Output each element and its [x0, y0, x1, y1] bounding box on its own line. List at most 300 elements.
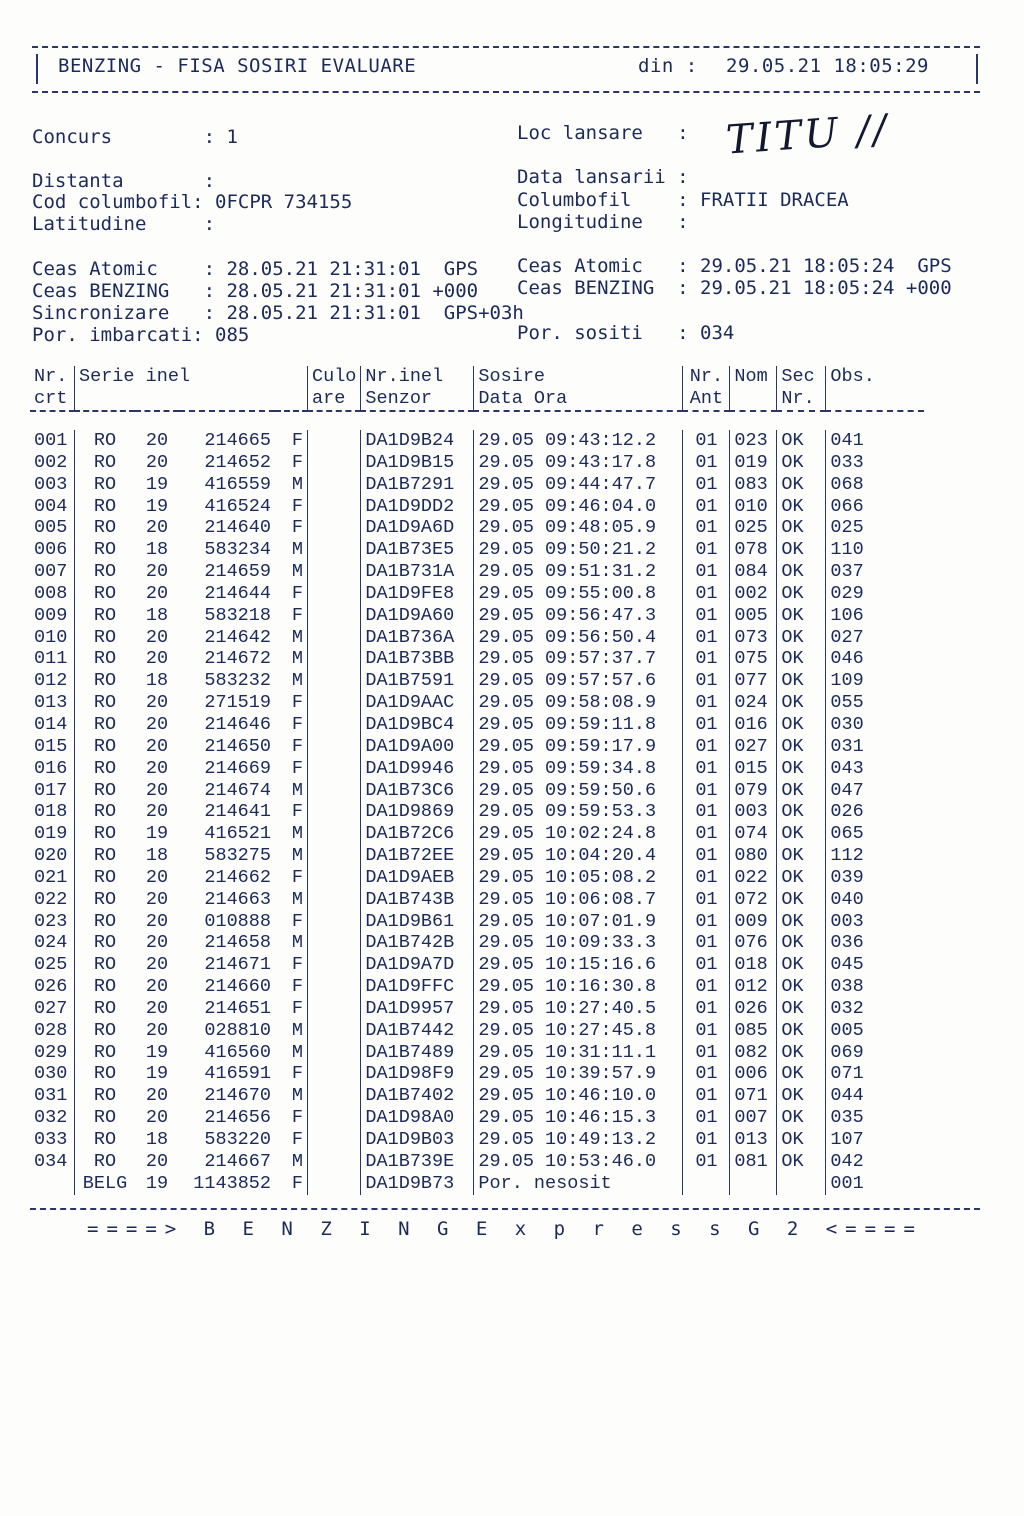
cell-nr-ant: 01 [683, 496, 730, 518]
cell-obs: 045 [826, 954, 925, 976]
cell-nom: 027 [730, 736, 777, 758]
cell-sosire: Por. nesosit [474, 1173, 683, 1195]
cell-sosire: 29.05 10:39:57.9 [474, 1063, 683, 1085]
cell-nom [730, 1173, 777, 1195]
cell-sensor: DA1B7489 [361, 1042, 474, 1064]
cell-nom: 080 [730, 845, 777, 867]
cell-ring-number: 214659 [204, 561, 271, 583]
cell-obs: 005 [826, 1020, 925, 1042]
cell-ring-number: 214652 [204, 451, 271, 473]
cell-sosire: 29.05 09:48:05.9 [474, 517, 683, 539]
cell-ring-number: 214669 [204, 757, 271, 779]
table-row [30, 496, 924, 518]
cell-culoare [308, 539, 361, 561]
cell-culoare [308, 823, 361, 845]
cell-sosire: 29.05 10:27:45.8 [474, 1020, 683, 1042]
cell-sex: M [291, 888, 303, 910]
cell-culoare [308, 1020, 361, 1042]
cell-country: RO [75, 976, 136, 998]
cell-year: 20 [145, 1150, 169, 1172]
cell-nr-ant: 01 [683, 474, 730, 496]
cell-sec: OK [777, 1129, 826, 1151]
cell-ring-number: 214642 [204, 626, 271, 648]
cell-year: 20 [145, 692, 169, 714]
cell-obs: 047 [826, 780, 925, 802]
cell-sensor: DA1D9B03 [361, 1129, 474, 1151]
col-nr: Nr. [34, 366, 68, 387]
cell-sec: OK [777, 780, 826, 802]
col-nom-2 [730, 388, 777, 411]
cell-nr-ant: 01 [683, 780, 730, 802]
cell-nr-crt: 014 [34, 713, 68, 735]
cell-year: 18 [145, 845, 169, 867]
cell-nr-ant: 01 [683, 583, 730, 605]
col-serie-inel: Serie inel [75, 366, 308, 388]
cell-nr-ant: 01 [683, 736, 730, 758]
cell-sec: OK [777, 561, 826, 583]
cell-country: RO [75, 474, 136, 496]
cell-nom: 072 [730, 889, 777, 911]
cell-sosire: 29.05 09:56:50.4 [474, 627, 683, 649]
cell-year: 20 [145, 517, 169, 539]
cell-country: RO [75, 954, 136, 976]
cell-sosire: 29.05 10:02:24.8 [474, 823, 683, 845]
cell-country: RO [75, 998, 136, 1020]
cell-obs: 106 [826, 605, 925, 627]
table-row [30, 692, 924, 714]
cell-sensor: DA1D9869 [361, 801, 474, 823]
header-separator [30, 411, 924, 430]
col-obs-2 [826, 388, 925, 411]
cell-sex: M [291, 670, 303, 692]
cell-sex: M [291, 932, 303, 954]
cell-sex: M [291, 1041, 303, 1063]
cell-sex: F [291, 692, 303, 714]
cell-country: RO [75, 1042, 136, 1064]
cell-culoare [308, 736, 361, 758]
col-obs: Obs. [826, 366, 925, 388]
table-row [30, 539, 924, 561]
cell-country: RO [75, 823, 136, 845]
cell-sec: OK [777, 867, 826, 889]
cell-nr-ant: 01 [683, 539, 730, 561]
cell-obs: 036 [826, 932, 925, 954]
cell-sex: F [291, 604, 303, 626]
cell-sec: OK [777, 758, 826, 780]
cell-nr-ant: 01 [683, 517, 730, 539]
cell-sensor: DA1D9FFC [361, 976, 474, 998]
cell-sex: M [291, 648, 303, 670]
cell-nr-crt: 008 [34, 582, 68, 604]
cell-nom: 023 [730, 430, 777, 452]
cell-nr-crt: 003 [34, 473, 68, 495]
col-sec-nr: Nr. [777, 388, 826, 411]
cell-nom: 078 [730, 539, 777, 561]
cell-obs: 044 [826, 1085, 925, 1107]
cell-year: 18 [145, 604, 169, 626]
concurs-field: Concurs : 1 [32, 126, 238, 148]
col-nom: Nom [730, 366, 777, 388]
cell-year: 19 [145, 823, 169, 845]
col-nr-inel: Nr.inel [361, 366, 474, 388]
cell-sosire: 29.05 10:09:33.3 [474, 932, 683, 954]
cell-nr-ant: 01 [683, 801, 730, 823]
cell-culoare [308, 452, 361, 474]
cell-nr-ant: 01 [683, 976, 730, 998]
cell-nr-crt: 010 [34, 626, 68, 648]
cell-year: 20 [145, 976, 169, 998]
cell-sensor: DA1D9B61 [361, 911, 474, 933]
cell-obs: 065 [826, 823, 925, 845]
cell-nom: 074 [730, 823, 777, 845]
cell-sensor: DA1D9B15 [361, 452, 474, 474]
cell-sec: OK [777, 736, 826, 758]
cell-sosire: 29.05 10:15:16.6 [474, 954, 683, 976]
cell-nom: 073 [730, 627, 777, 649]
cell-culoare [308, 496, 361, 518]
header-left-border [36, 54, 38, 84]
cell-ring-number: 416559 [204, 473, 271, 495]
table-row [30, 670, 924, 692]
cell-nr-ant: 01 [683, 561, 730, 583]
header-bottom-border [32, 91, 980, 93]
cell-nr-crt: 007 [34, 561, 68, 583]
cell-sec: OK [777, 496, 826, 518]
cell-sec: OK [777, 430, 826, 452]
cell-nr-crt: 025 [34, 954, 68, 976]
cell-sex: M [291, 1085, 303, 1107]
cell-obs: 031 [826, 736, 925, 758]
cell-sex: F [291, 495, 303, 517]
cell-country: RO [75, 627, 136, 649]
cell-country: RO [75, 1151, 136, 1173]
cell-sensor: DA1D9FE8 [361, 583, 474, 605]
table-row [30, 1063, 924, 1085]
cell-sensor: DA1D9A6D [361, 517, 474, 539]
cell-sec: OK [777, 1107, 826, 1129]
cell-sec [777, 1173, 826, 1195]
cell-nom: 012 [730, 976, 777, 998]
cell-sex: M [291, 1150, 303, 1172]
cell-obs: 055 [826, 692, 925, 714]
cell-nr-ant: 01 [683, 1151, 730, 1173]
cell-sec: OK [777, 954, 826, 976]
cell-culoare [308, 648, 361, 670]
cell-country: RO [75, 452, 136, 474]
cell-sensor: DA1D98F9 [361, 1063, 474, 1085]
cell-sec: OK [777, 714, 826, 736]
cell-sensor: DA1D9B24 [361, 430, 474, 452]
cell-sec: OK [777, 932, 826, 954]
cell-sosire: 29.05 09:44:47.7 [474, 474, 683, 496]
table-row [30, 758, 924, 780]
cell-year: 20 [145, 451, 169, 473]
table-row [30, 823, 924, 845]
cell-sex: M [291, 473, 303, 495]
cell-sensor: DA1D9B73 [361, 1173, 474, 1195]
cell-nr-crt: 013 [34, 692, 68, 714]
cell-sosire: 29.05 09:58:08.9 [474, 692, 683, 714]
cell-sec: OK [777, 692, 826, 714]
cell-country: RO [75, 889, 136, 911]
col-crt: crt [34, 388, 68, 409]
cell-country: RO [75, 801, 136, 823]
cell-nr-crt: 016 [34, 757, 68, 779]
por-imbarcati-field: Por. imbarcati: 085 [32, 324, 250, 346]
cell-sosire: 29.05 10:06:08.7 [474, 889, 683, 911]
cell-sosire: 29.05 09:57:57.6 [474, 670, 683, 692]
table-header-row-2 [30, 388, 924, 411]
table-row [30, 801, 924, 823]
cell-sensor: DA1D9A7D [361, 954, 474, 976]
cell-nom: 077 [730, 670, 777, 692]
table-row [30, 627, 924, 649]
cell-sosire: 29.05 09:59:17.9 [474, 736, 683, 758]
cell-culoare [308, 801, 361, 823]
cell-sex: M [291, 779, 303, 801]
cell-nr-crt: 023 [34, 910, 68, 932]
table-row [30, 932, 924, 954]
cell-nom: 079 [730, 780, 777, 802]
cell-nr-crt: 017 [34, 779, 68, 801]
cell-ring-number: 214660 [204, 976, 271, 998]
cell-culoare [308, 692, 361, 714]
cell-sensor: DA1D9957 [361, 998, 474, 1020]
cell-nr-ant: 01 [683, 670, 730, 692]
cell-nr-ant: 01 [683, 452, 730, 474]
cell-nom: 076 [730, 932, 777, 954]
cell-sec: OK [777, 976, 826, 998]
cell-country: RO [75, 1063, 136, 1085]
cell-nr-crt: 032 [34, 1107, 68, 1129]
cell-nom: 015 [730, 758, 777, 780]
cell-nr-ant: 01 [683, 605, 730, 627]
cell-sensor: DA1B743B [361, 889, 474, 911]
cell-sensor: DA1B73C6 [361, 780, 474, 802]
cell-culoare [308, 517, 361, 539]
table-bottom-border [30, 1208, 980, 1210]
cell-obs: 003 [826, 911, 925, 933]
cell-sex: F [291, 997, 303, 1019]
header-top-border [32, 46, 980, 48]
table-row [30, 736, 924, 758]
cell-nr-ant: 01 [683, 954, 730, 976]
cell-sosire: 29.05 10:27:40.5 [474, 998, 683, 1020]
cell-sosire: 29.05 09:59:11.8 [474, 714, 683, 736]
cell-year: 20 [145, 801, 169, 823]
cell-sex: M [291, 1019, 303, 1041]
cell-nr-ant: 01 [683, 714, 730, 736]
sincronizare-field: Sincronizare : 28.05.21 21:31:01 GPS+03h [32, 302, 524, 324]
cell-nr-crt: 030 [34, 1063, 68, 1085]
cell-nom: 082 [730, 1042, 777, 1064]
cell-sex: M [291, 845, 303, 867]
cell-sensor: DA1D9DD2 [361, 496, 474, 518]
cell-year: 19 [145, 1172, 169, 1194]
cell-sosire: 29.05 10:05:08.2 [474, 867, 683, 889]
columbofil-field: Columbofil : FRATII DRACEA [517, 189, 849, 211]
cell-culoare [308, 627, 361, 649]
table-row [30, 780, 924, 802]
cell-country: RO [75, 932, 136, 954]
cell-ring-number: 214662 [204, 866, 271, 888]
cell-year: 20 [145, 582, 169, 604]
cell-nr-crt: 009 [34, 604, 68, 626]
cell-obs: 038 [826, 976, 925, 998]
cell-nr-ant: 01 [683, 1063, 730, 1085]
cell-nr-crt: 034 [34, 1150, 68, 1172]
cell-culoare [308, 889, 361, 911]
cell-nom: 022 [730, 867, 777, 889]
cell-country: RO [75, 648, 136, 670]
cell-nr-crt: 028 [34, 1019, 68, 1041]
table-row [30, 1085, 924, 1107]
cell-sensor: DA1D98A0 [361, 1107, 474, 1129]
cell-sec: OK [777, 474, 826, 496]
cell-culoare [308, 430, 361, 452]
cell-culoare [308, 780, 361, 802]
table-row [30, 605, 924, 627]
cell-nr-ant: 01 [683, 1020, 730, 1042]
table-row [30, 1020, 924, 1042]
cell-nr-crt: 031 [34, 1085, 68, 1107]
cell-ring-number: 214667 [204, 1150, 271, 1172]
table-row [30, 583, 924, 605]
cell-year: 20 [145, 954, 169, 976]
table-row [30, 452, 924, 474]
cell-sex: F [291, 910, 303, 932]
cell-obs: 069 [826, 1042, 925, 1064]
cell-year: 19 [145, 473, 169, 495]
cell-sec: OK [777, 583, 826, 605]
cell-nom: 013 [730, 1129, 777, 1151]
loc-lansare-field: Loc lansare : [517, 122, 689, 144]
cell-sensor: DA1B7442 [361, 1020, 474, 1042]
cell-culoare [308, 1173, 361, 1195]
col-nr-ant: Nr. [683, 366, 730, 388]
cell-ring-number: 583218 [204, 604, 271, 626]
cell-nr-crt: 018 [34, 801, 68, 823]
cell-nr-ant: 01 [683, 627, 730, 649]
cell-sosire: 29.05 10:46:15.3 [474, 1107, 683, 1129]
table-header-row-1 [30, 366, 924, 388]
cell-sosire: 29.05 09:43:12.2 [474, 430, 683, 452]
cell-ring-number: 214651 [204, 997, 271, 1019]
cell-nr-crt: 002 [34, 451, 68, 473]
cell-sex: F [291, 451, 303, 473]
cell-sec: OK [777, 998, 826, 1020]
ceas-benzing-end: Ceas BENZING : 29.05.21 18:05:24 +000 [517, 277, 952, 299]
cell-sensor: DA1D9AAC [361, 692, 474, 714]
cell-obs: 035 [826, 1107, 925, 1129]
cell-sensor: DA1B7291 [361, 474, 474, 496]
cell-sec: OK [777, 605, 826, 627]
cell-nom: 026 [730, 998, 777, 1020]
cell-nom: 016 [730, 714, 777, 736]
cell-culoare [308, 758, 361, 780]
ceas-atomic-end: Ceas Atomic : 29.05.21 18:05:24 GPS [517, 255, 952, 277]
col-sosire: Sosire [474, 366, 683, 388]
cell-nr-ant: 01 [683, 823, 730, 845]
cell-nr-crt: 020 [34, 845, 68, 867]
cell-country: RO [75, 539, 136, 561]
cell-sosire: 29.05 09:57:37.7 [474, 648, 683, 670]
cell-ring-number: 416591 [204, 1063, 271, 1085]
cell-sosire: 29.05 09:43:17.8 [474, 452, 683, 474]
col-senzor: Senzor [361, 388, 474, 411]
cell-nr-ant: 01 [683, 911, 730, 933]
cell-sec: OK [777, 845, 826, 867]
cell-ring-number: 583275 [204, 845, 271, 867]
cell-year: 20 [145, 1019, 169, 1041]
cell-ring-number: 416521 [204, 823, 271, 845]
table-row [30, 517, 924, 539]
table-row [30, 845, 924, 867]
distanta-field: Distanta : [32, 170, 216, 192]
cell-obs: 029 [826, 583, 925, 605]
cell-year: 19 [145, 1063, 169, 1085]
cell-nr-ant: 01 [683, 932, 730, 954]
cell-sex: F [291, 517, 303, 539]
cell-country: RO [75, 1107, 136, 1129]
col-sec: Sec [777, 366, 826, 388]
cell-sec: OK [777, 1063, 826, 1085]
cell-nr-crt: 029 [34, 1041, 68, 1063]
cell-year: 18 [145, 670, 169, 692]
cell-sex: F [291, 866, 303, 888]
cell-sec: OK [777, 452, 826, 474]
cell-nr-ant [683, 1173, 730, 1195]
cell-sensor: DA1D9A00 [361, 736, 474, 758]
cell-sex: F [291, 582, 303, 604]
cell-sosire: 29.05 10:31:11.1 [474, 1042, 683, 1064]
cell-year: 20 [145, 932, 169, 954]
cell-culoare [308, 998, 361, 1020]
col-culoare-2: are [308, 388, 361, 411]
cell-culoare [308, 954, 361, 976]
cell-country: RO [75, 714, 136, 736]
cell-culoare [308, 714, 361, 736]
table-row [30, 1151, 924, 1173]
table-body [30, 430, 924, 1195]
col-data-ora: Data Ora [474, 388, 683, 411]
cell-ring-number: 214644 [204, 582, 271, 604]
cell-nr-ant: 01 [683, 867, 730, 889]
cell-country: RO [75, 430, 136, 452]
table-row [30, 1173, 924, 1195]
cell-year: 20 [145, 430, 169, 451]
table-row [30, 867, 924, 889]
cell-year: 20 [145, 910, 169, 932]
cell-country: RO [75, 517, 136, 539]
cell-nom: 071 [730, 1085, 777, 1107]
cell-year: 20 [145, 779, 169, 801]
cell-nom: 085 [730, 1020, 777, 1042]
table-row [30, 954, 924, 976]
table-row [30, 911, 924, 933]
cell-year: 20 [145, 1085, 169, 1107]
cell-nr-ant: 01 [683, 845, 730, 867]
cell-sosire: 29.05 09:55:00.8 [474, 583, 683, 605]
cell-sec: OK [777, 889, 826, 911]
cell-culoare [308, 976, 361, 998]
cell-sec: OK [777, 1151, 826, 1173]
cell-culoare [308, 1151, 361, 1173]
table-row [30, 648, 924, 670]
cell-ring-number: 214658 [204, 932, 271, 954]
latitudine-field: Latitudine : [32, 213, 216, 235]
cell-sex: F [291, 757, 303, 779]
